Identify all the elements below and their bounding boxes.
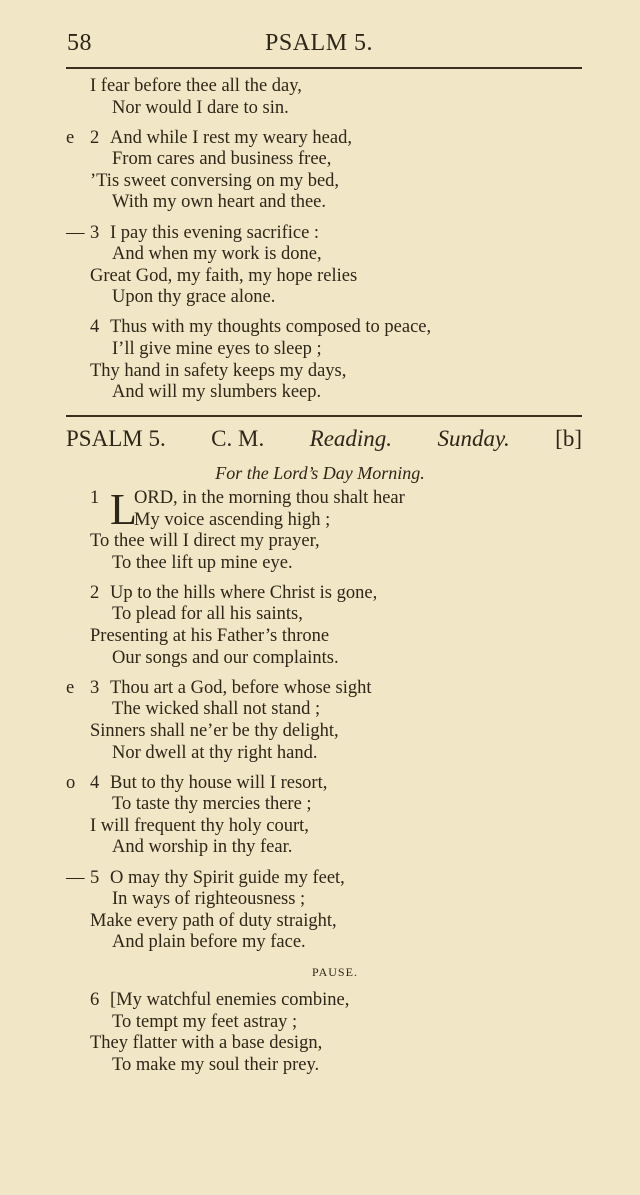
verse-number: 4 [90, 317, 100, 338]
header-rule [66, 67, 582, 69]
verse-line [0, 361, 640, 383]
verse-line [0, 287, 640, 309]
verse-text: Nor would I dare to sin. [112, 97, 289, 118]
verse-line [0, 648, 640, 670]
performance-marker: — [66, 222, 85, 243]
verse-text: To thee will I direct my prayer, [90, 531, 320, 552]
section-rule [66, 415, 582, 417]
verse-line [0, 76, 640, 98]
tune-name: Reading. [309, 426, 393, 451]
verse-text: I’ll give mine eyes to sleep ; [112, 339, 322, 360]
verse-line [0, 583, 640, 605]
verse-text: Thus with my thoughts composed to peace, [110, 317, 432, 338]
verse-line [0, 868, 640, 890]
verse-line [0, 192, 640, 214]
verse-text: In ways of righteousness ; [112, 889, 306, 910]
verse-line [0, 816, 640, 838]
verse-text: I fear before thee all the day, [90, 76, 302, 96]
verse-text: To plead for all his saints, [112, 604, 303, 625]
verse-text: To tempt my feet astray ; [112, 1011, 298, 1032]
stanza [0, 317, 640, 403]
verse-line [0, 932, 640, 954]
verse-text: To thee lift up mine eye. [112, 552, 293, 573]
verse-line [0, 339, 640, 361]
performance-marker: o [66, 772, 76, 793]
page-number: 58 [67, 30, 92, 56]
verse-text: I pay this evening sacrifice : [110, 222, 320, 243]
verse-number: 4 [90, 772, 100, 793]
verse-text: But to thy house will I resort, [110, 772, 328, 793]
stanza [0, 128, 640, 214]
performance-marker: e [66, 677, 75, 698]
verse-text: Our songs and our complaints. [112, 647, 339, 668]
verse-line [0, 678, 640, 700]
hymn-title: PSALM 5. [66, 426, 166, 451]
verse-text: ORD, in the morning thou shalt hear [134, 488, 405, 508]
verse-line [0, 837, 640, 859]
verse-text: I will frequent thy holy court, [90, 815, 309, 836]
performance-marker: — [66, 867, 85, 888]
verse-line [0, 604, 640, 626]
alt-tune-name: Sunday. [437, 426, 510, 451]
stanza [0, 223, 640, 309]
verse-line [0, 317, 640, 339]
stanza [0, 485, 640, 574]
drop-capital: L [110, 485, 137, 534]
verse-line [0, 266, 640, 288]
stanza [0, 773, 640, 859]
verse-number: 3 [90, 677, 100, 698]
verse-line [0, 699, 640, 721]
stanza [0, 583, 640, 669]
verse-text: With my own heart and thee. [112, 192, 326, 213]
verse-text: And will my slumbers keep. [112, 382, 322, 403]
verse-line [0, 990, 640, 1012]
stanza [0, 76, 640, 119]
verse-line [0, 743, 640, 765]
verse-line [0, 626, 640, 648]
verse-number: 1 [90, 488, 100, 508]
verse-line [0, 889, 640, 911]
hymn-meter: C. M. [211, 426, 265, 451]
verse-number: 2 [90, 582, 100, 603]
hymn-subtitle: For the Lord’s Day Morning. [215, 463, 425, 483]
verse-line [0, 223, 640, 245]
verse-line [0, 1033, 640, 1055]
verse-text: From cares and business free, [112, 149, 332, 170]
verse-line [0, 1012, 640, 1034]
verse-text: Make every path of duty straight, [90, 910, 337, 931]
stanza [0, 868, 640, 954]
verse-text: Sinners shall ne’er be thy delight, [90, 720, 339, 741]
verse-line [0, 382, 640, 404]
verse-text: Presenting at his Father’s throne [90, 626, 330, 647]
verse-text: And worship in thy fear. [112, 837, 293, 858]
hymn-body [0, 485, 640, 1085]
verse-text: O may thy Spirit guide my feet, [110, 867, 345, 888]
verse-line [0, 510, 640, 532]
verse-line [0, 1055, 640, 1077]
verse-line [0, 911, 640, 933]
pause-label: PAUSE. [312, 965, 358, 980]
verse-text: Thou art a God, before whose sight [110, 677, 372, 698]
verse-text: To taste thy mercies there ; [112, 794, 312, 815]
verse-line [0, 171, 640, 193]
verse-text: And while I rest my weary head, [110, 127, 352, 148]
verse-line [0, 794, 640, 816]
verse-text: [My watchful enemies combine, [110, 989, 350, 1010]
key-mark: [b] [555, 426, 582, 451]
verse-line [0, 773, 640, 795]
verse-number: 2 [90, 127, 100, 148]
verse-text: Upon thy grace alone. [112, 287, 276, 308]
stanza [0, 678, 640, 764]
verse-text: Thy hand in safety keeps my days, [90, 360, 347, 381]
verse-text: To make my soul their prey. [112, 1054, 320, 1075]
verse-text: Up to the hills where Christ is gone, [110, 582, 378, 603]
verse-text: The wicked shall not stand ; [112, 699, 321, 720]
verse-text: My voice ascending high ; [134, 509, 331, 530]
verse-text: They flatter with a base design, [90, 1033, 323, 1054]
verse-number: 5 [90, 867, 100, 888]
verse-text: ’Tis sweet conversing on my bed, [90, 170, 340, 191]
verse-line [0, 98, 640, 120]
hymn-heading [66, 426, 582, 452]
verse-text: Great God, my faith, my hope relies [90, 265, 358, 286]
verse-line [0, 553, 640, 575]
verse-text: Nor dwell at thy right hand. [112, 742, 318, 763]
verse-text: And when my work is done, [112, 244, 322, 265]
psalm-continuation [0, 76, 640, 412]
verse-line [0, 721, 640, 743]
running-title: PSALM 5. [265, 30, 374, 56]
verse-line [0, 149, 640, 171]
verse-line [0, 531, 640, 553]
stanza [0, 990, 640, 1076]
verse-line [0, 244, 640, 266]
verse-number: 6 [90, 989, 100, 1010]
performance-marker: e [66, 127, 75, 148]
verse-number: 3 [90, 222, 100, 243]
verse-text: And plain before my face. [112, 932, 306, 953]
verse-line [0, 128, 640, 150]
